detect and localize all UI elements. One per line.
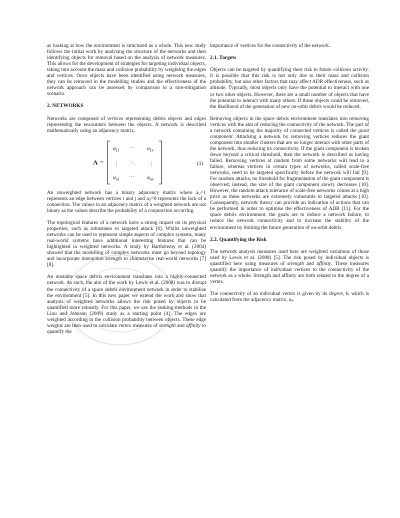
matrix-a1n-sub: 1n xyxy=(149,148,154,153)
matrix-eq: = xyxy=(100,160,104,167)
section-heading-targets: 2.1. Targets xyxy=(210,55,237,62)
matrix-a11-sub: 11 xyxy=(115,148,120,153)
degree-paragraph: The connectivity of an individual vertex is given by its degree, kᵢ which is calculated from the adjacency matrix, aᵢⱼ. xyxy=(210,291,369,304)
matrix-left-bracket xyxy=(108,141,111,184)
matrix-svg xyxy=(47,136,206,188)
matrix-an1: a xyxy=(113,174,116,181)
targets-paragraph: Objects can be targeted by quantifying their risk to future collision activity. It is possible that this risk is not only due to their mass and collision probability, but also other factors that may affect ADR effectiveness, such as altitude. Typically, most objects only have the potential to interact with one or two other objects. However, there are a small number of objects that have the potential to interact with many others. If these objects could be removed, the likelihood of the generation of new on-orbit debris would be reduced. xyxy=(210,67,369,110)
matrix-hdots-top: ⋯ xyxy=(129,145,134,152)
matrix-ann-sub: nn xyxy=(149,177,154,182)
removing-paragraph: Removing objects in the space debris environment translates into removing vertices with the aim of reducing the connectivity of the network. The part of a network containing the majority of connected vertices is called the giant component. Attacking a network by removing vertices reduces the giant component into smaller clusters that are no longer interact with other parts of the network, thus reducing its connectivity. If the giant component is broken down beyond a critical threshold, then the network is described as having failed. Removing vertices at random from some networks will lead to a failure, whereas vertices in certain types of networks, called scale-free networks, need to be targeted specifically before the network will fail [9]. For random attacks, no threshold for fragmentation of the giant component is observed; instead, the size of the giant component slowly decreases [10]. However, the random attack tolerance of scale-free networks comes at a high price as these networks are extremely vulnerable to targeted attacks [10]. Consequently, network theory can provide an indication of actions that can be performed in order to optimise the effectiveness of ADR [11]. For the space debris environment, the goals are to induce a network failure, to reduce the network connectivity and to increase the stability of the environment by limiting the future generation of on-orbit debris. xyxy=(210,115,369,231)
matrix-vdots-left: ⋮ xyxy=(114,160,119,167)
matrix-lhs: A xyxy=(93,159,98,167)
intro-paragraph-end: as looking at how the environment is structured as a whole. This new study follows the initial work by analysing the structure of the networks and then identifying objects for removal based on the analysis of network measures. This allows for the development of strategies for targeting individual objects, taking into account the mass and collision probability by weighting the edges and vertices. Once objects have been identified using network measures, they can be removed in the modelling studies and the effectiveness of the network approach can be assessed by comparison to a non-mitigation scenario. xyxy=(47,43,206,98)
matrix-hdots-bottom: ⋯ xyxy=(129,174,134,181)
section-heading-quantifying: 2.2. Quantifying the Risk xyxy=(210,236,267,243)
matrix-an1-sub: n1 xyxy=(115,177,120,182)
matrix-ddots: ⋱ xyxy=(130,160,135,167)
topology-paragraph: The topological features of a network have a strong impact on its physical properties, such as robustness to targeted attack [6]. Whilst unweighted networks can be used to represent simple aspects of complex systems, many real-world systems have additional interesting features that can be highlighted in weighted networks. A study by Barthélemy et al. (2004) showed that the modelling of complex networks must go beyond topology and incorporate interaction strength to characterise real-world networks [7][8]. xyxy=(47,220,206,269)
unstable-paragraph: An unstable space debris environment translates into a highly-connected network. As such, the aim of the work by Lewis et al. (2008) was to disrupt the connectivity of a space debris environment network in order to stabilise the environment [5]. In this new paper we extend the work and show that analysis of weighted networks allows the risk posed by objects to be quantified more robustly. For this paper, we use the ranking methods in the Liou and Johnson (2009) study as a starting point [4]. The edges are weighted according to the collision probability between objects. These edge weights are then used to calculate vertex measures of strength and affinity to quantify the xyxy=(47,274,206,335)
matrix-a11: a xyxy=(113,145,116,152)
adjacency-matrix-equation xyxy=(47,136,206,188)
matrix-right-bracket xyxy=(159,141,162,184)
section-heading-networks: 2. NETWORKS xyxy=(47,103,84,110)
matrix-a1n: a xyxy=(147,145,150,152)
networks-paragraph: Networks are composed of vertices representing debris objects and edges representing the encounters between the objects. A network is described mathematically using an adjacency matrix, xyxy=(47,115,207,134)
equation-number: (1) xyxy=(197,160,204,167)
right-column xyxy=(210,43,369,303)
left-column xyxy=(47,43,206,335)
quantifying-paragraph: The network analysis measures used here are weighted variations of those used by Lewis et al. (2008) [5]. The risk posed by individual objects is quantified here using measures of strength and affinity. These measures quantify the importance of individual vertices to the connectivity of the network as a whole. Strength and affinity are both related to the degree of a vertex. xyxy=(210,248,369,286)
matrix-vdots-right: ⋮ xyxy=(149,160,154,167)
unweighted-paragraph: An unweighted network has a binary adjacency matrix where aᵢⱼ=1 represents an edge between vertices i and j and aᵢⱼ=0 represents the lack of a connection. The values in an adjacency matrix of a weighted network are not binary as the values describe the probability of a conjunction occurring. xyxy=(47,189,206,214)
matrix-ann: a xyxy=(147,174,150,181)
importance-paragraph-end: importance of vertices for the connectivity of the network. xyxy=(210,43,331,49)
